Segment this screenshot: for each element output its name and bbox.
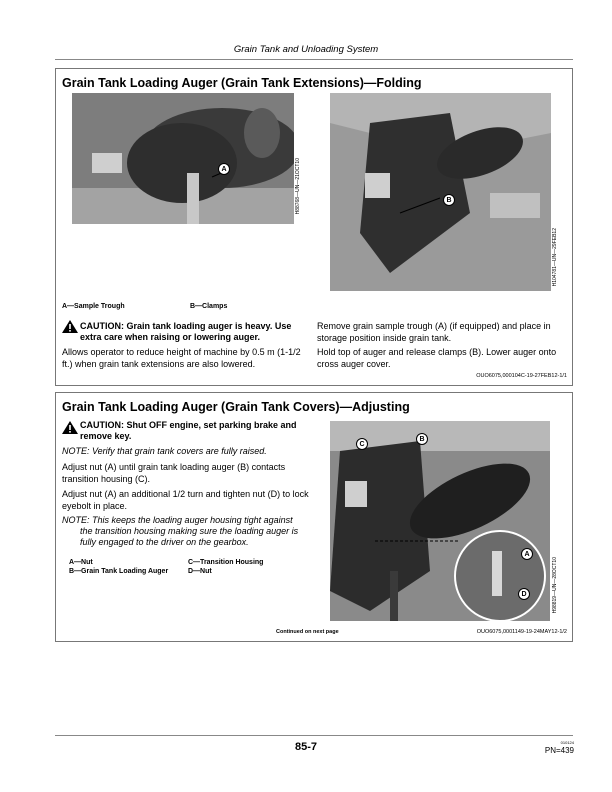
legend-b: B—Clamps xyxy=(190,303,228,310)
figure-right-illustration xyxy=(330,93,551,291)
figure-adjust-code: H98819—UN—28OCT10 xyxy=(552,557,558,614)
caution-text-1: CAUTION: Grain tank loading auger is heavy. Use extra care when raising or lowering auger. xyxy=(80,321,292,342)
warning-icon xyxy=(62,421,78,434)
paragraph-adjust-nut-a: Adjust nut (A) until grain tank loading auger (B) contacts transition housing (C). xyxy=(62,462,286,484)
paragraph-remove-trough: Remove grain sample trough (A) (if equipped) and place in storage position inside grain tank. xyxy=(317,321,551,343)
note-housing-line-2: the transition housing making sure the loading auger is xyxy=(80,526,299,536)
paragraph-tighten-nut-d: Adjust nut (A) an additional 1/2 turn and tighten nut (D) to lock eyebolt in place. xyxy=(62,489,309,511)
callout-b: B xyxy=(416,433,428,445)
warning-icon xyxy=(62,320,78,333)
footer-pn: PN=439 xyxy=(544,746,574,755)
paragraph-release-clamps: Hold top of auger and release clamps (B). Lower auger onto cross auger cover. xyxy=(317,347,557,369)
running-head: Grain Tank and Unloading System xyxy=(233,44,379,55)
figure-right-code: H104781—UN—29FEB12 xyxy=(552,228,558,287)
callout-a: A xyxy=(218,163,230,175)
reference-code-1: OUO6075,000104C-19-27FEB12-1/1 xyxy=(476,373,567,379)
legend-auger-b: B—Grain Tank Loading Auger xyxy=(69,568,169,575)
callout-a: A xyxy=(521,548,533,560)
continued-note: Continued on next page xyxy=(276,629,339,635)
figure-left-illustration xyxy=(72,93,294,224)
header-rule xyxy=(55,59,573,60)
page-number: 85-7 xyxy=(294,741,318,753)
footer-small-code: 010124 xyxy=(560,740,574,745)
legend-nut-a: A—Nut xyxy=(69,559,93,566)
legend-a: A—Sample Trough xyxy=(62,303,125,310)
figure-right-photo xyxy=(330,93,551,291)
callout-b: B xyxy=(443,194,455,206)
note-housing-line-3: fully engaged to the driver on the gearbox. xyxy=(80,537,249,547)
figure-left-photo xyxy=(72,93,294,224)
section-1-title: Grain Tank Loading Auger (Grain Tank Extensions)—Folding xyxy=(62,76,422,90)
legend-nut-d: D—Nut xyxy=(188,568,212,575)
figure-adjust-illustration xyxy=(330,421,550,621)
callout-d: D xyxy=(518,588,530,600)
note-housing-line-1: NOTE: This keeps the loading auger housing tight against xyxy=(62,515,293,525)
footer-rule xyxy=(55,735,573,736)
legend-housing-c: C—Transition Housing xyxy=(188,559,264,566)
figure-left-code: H88768—UN—21OCT10 xyxy=(295,158,301,215)
paragraph-height: Allows operator to reduce height of machine by 0.5 m (1-1/2 ft.) when grain tank extensions are also lowered. xyxy=(62,347,301,369)
reference-code-2: OUO6075,0001149-19-24MAY12-1/2 xyxy=(476,629,567,635)
section-2-title: Grain Tank Loading Auger (Grain Tank Covers)—Adjusting xyxy=(62,400,410,414)
figure-adjust-photo xyxy=(330,421,550,621)
callout-c: C xyxy=(356,438,368,450)
note-verify-covers: NOTE: Verify that grain tank covers are fully raised. xyxy=(62,446,267,456)
caution-text-2: CAUTION: Shut OFF engine, set parking brake and remove key. xyxy=(80,420,297,441)
